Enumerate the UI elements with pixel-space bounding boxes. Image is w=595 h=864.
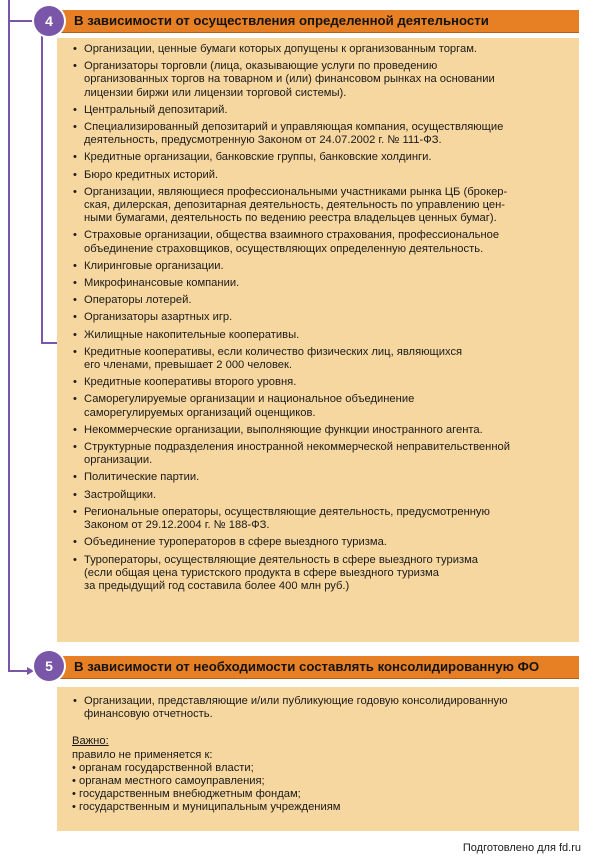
bullet-icon: • [73, 393, 77, 406]
list-item [72, 104, 569, 117]
bullet-icon: • [73, 345, 77, 358]
list-item [72, 506, 569, 532]
arrow-to-section5 [27, 667, 34, 675]
bullet-icon: • [73, 43, 77, 55]
list-item [72, 329, 569, 342]
list-item-text: Объединение туроператоров в сфере выездного туризма. [84, 536, 387, 549]
list-item-text: Организаторы азартных игр. [84, 311, 233, 324]
list-item [72, 489, 569, 502]
bullet-icon: • [73, 229, 77, 242]
section5-title: В зависимости от необходимости составлять консолидированную ФО [74, 659, 540, 674]
exception-text: органам государственной власти; [79, 761, 254, 774]
bullet-icon: • [73, 294, 77, 307]
list-item-text: Кредитные кооперативы второго уровня. [84, 376, 297, 389]
list-item [72, 311, 569, 324]
list-item-text: (если общая цена туристского продукта в сфере выездного туризма [84, 566, 439, 579]
list-item-text: Туроператоры, осуществляющие деятельность в сфере выездного туризма [84, 553, 479, 566]
exception-item [72, 775, 569, 788]
bullet-icon: • [72, 801, 80, 814]
list-item-text: лицензии биржи или лицензии торговой системы). [84, 86, 347, 99]
list-item-text: объединение страховщиков, осуществляющих определенную деятельность. [84, 242, 484, 255]
list-item [72, 294, 569, 307]
section5-list [72, 695, 569, 721]
list-item-text: Кредитные организации, банковские группы, банковские холдинги. [84, 151, 432, 164]
section4-panel [57, 38, 579, 642]
list-item [72, 186, 569, 226]
connector-to-section5 [8, 670, 29, 672]
bullet-icon: • [73, 121, 77, 134]
list-item [72, 346, 569, 372]
section5-header [57, 656, 579, 679]
list-item [72, 424, 569, 437]
bullet-icon: • [73, 488, 77, 501]
bullet-icon: • [72, 775, 80, 788]
list-item-text: за предыдущий год составила более 400 млн руб.) [84, 579, 350, 592]
section4-list [72, 43, 569, 593]
list-item-text: Бюро кредитных историй. [84, 168, 219, 181]
bullet-icon: • [72, 788, 80, 801]
list-item-text: ская, дилерская, депозитарная деятельность, деятельность по управлению цен- [84, 199, 505, 212]
list-item-text: Кредитные кооперативы, если количество физических лиц, являющихся [84, 345, 463, 358]
list-item-text: Застройщики. [84, 488, 157, 501]
list-item [72, 151, 569, 164]
exception-item [72, 788, 569, 801]
inner-connector-line [41, 35, 43, 344]
exception-text: государственным внебюджетным фондам; [79, 788, 301, 801]
list-item-text: саморегулируемых организаций оценщиков. [84, 406, 316, 419]
section4-number-badge: 4 [34, 6, 64, 36]
list-item-text: Операторы лотерей. [84, 294, 192, 307]
outer-connector-line [8, 0, 10, 672]
bullet-icon: • [73, 376, 77, 389]
section5-panel [57, 687, 579, 831]
bullet-icon: • [73, 471, 77, 484]
list-item-text: Организации, представляющие и/или публикующие годовую консолидированную [84, 695, 508, 707]
list-item [72, 277, 569, 290]
list-item [72, 441, 569, 467]
list-item-text: Микрофинансовые компании. [84, 277, 240, 290]
list-item-text: Центральный депозитарий. [84, 103, 228, 116]
connector-to-section4 [8, 20, 34, 22]
list-item-text: его членами, превышает 2 000 человек. [84, 359, 292, 372]
list-item-text: Организации, являющиеся профессиональными участниками рынка ЦБ (брокер- [84, 185, 508, 198]
exception-item [72, 762, 569, 775]
section5-number-badge: 5 [34, 651, 64, 681]
list-item-text: Некоммерческие организации, выполняющие функции иностранного агента. [84, 423, 483, 436]
list-item [72, 169, 569, 182]
list-item-text: Политические партии. [84, 471, 200, 484]
list-item-text: Региональные операторы, осуществляющие деятельность, предусмотренную [84, 505, 490, 518]
list-item [72, 376, 569, 389]
section4-title: В зависимости от осуществления определенной деятельности [74, 13, 489, 28]
list-item-text: Страховые организации, общества взаимного страхования, профессиональное [84, 229, 500, 242]
list-item-text: Клиринговые организации. [84, 259, 224, 272]
bullet-icon: • [73, 103, 77, 116]
list-item-text: Организаторы торговли (лица, оказывающие услуги по проведению [84, 60, 438, 73]
bullet-icon: • [73, 441, 77, 454]
bullet-icon: • [73, 505, 77, 518]
bullet-icon: • [73, 168, 77, 181]
list-item-text: ными бумагами, деятельность по ведению реестра владельцев ценных бумаг). [84, 212, 497, 225]
exception-text: органам местного самоуправления; [79, 775, 265, 788]
bullet-icon: • [73, 60, 77, 73]
list-item [72, 43, 569, 56]
bullet-icon: • [73, 185, 77, 198]
list-item-text: Законом от 29.12.2004 г. № 188-ФЗ. [84, 519, 270, 532]
bullet-icon: • [73, 259, 77, 272]
footer-credit: Подготовлено для fd.ru [462, 842, 581, 854]
list-item [72, 260, 569, 273]
list-item [72, 695, 569, 721]
bullet-icon: • [73, 328, 77, 341]
list-item [72, 554, 569, 594]
list-item-text: Структурные подразделения иностранной некоммерческой неправительственной [84, 441, 510, 454]
list-item-text: деятельность, предусмотренную Законом от 24.07.2002 г. № 111-ФЗ. [84, 134, 442, 147]
exception-item [72, 801, 569, 814]
list-item [72, 229, 569, 255]
exception-text: государственным и муниципальным учреждениям [79, 801, 341, 814]
section4-header [57, 10, 579, 33]
bullet-icon: • [73, 423, 77, 436]
bullet-icon: • [73, 695, 77, 707]
list-item [72, 60, 569, 100]
connector-to-panel [41, 342, 57, 344]
list-item-text: организации. [84, 454, 153, 467]
list-item-text: финансовую отчетность. [84, 708, 213, 721]
bullet-icon: • [73, 277, 77, 290]
list-item-text: Специализированный депозитарий и управляющая компания, осуществляющие [84, 121, 504, 134]
bullet-icon: • [73, 311, 77, 324]
list-item [72, 471, 569, 484]
list-item [72, 393, 569, 419]
list-item-text: Саморегулируемые организации и национальное объединение [84, 393, 415, 406]
list-item-text: Жилищные накопительные кооперативы. [84, 328, 300, 341]
list-item-text: организованных торгов на товарном и (или) финансовом рынках на основании [84, 73, 495, 86]
list-item [72, 536, 569, 549]
bullet-icon: • [73, 553, 77, 566]
bullet-icon: • [73, 536, 77, 549]
bullet-icon: • [72, 761, 80, 774]
list-item [72, 121, 569, 147]
bullet-icon: • [73, 151, 77, 164]
list-item-text: Организации, ценные бумаги которых допущены к организованным торгам. [84, 43, 477, 55]
exceptions-list [72, 762, 569, 815]
important-label: Важно: [72, 735, 109, 748]
important-text: правило не применяется к: [72, 748, 213, 761]
